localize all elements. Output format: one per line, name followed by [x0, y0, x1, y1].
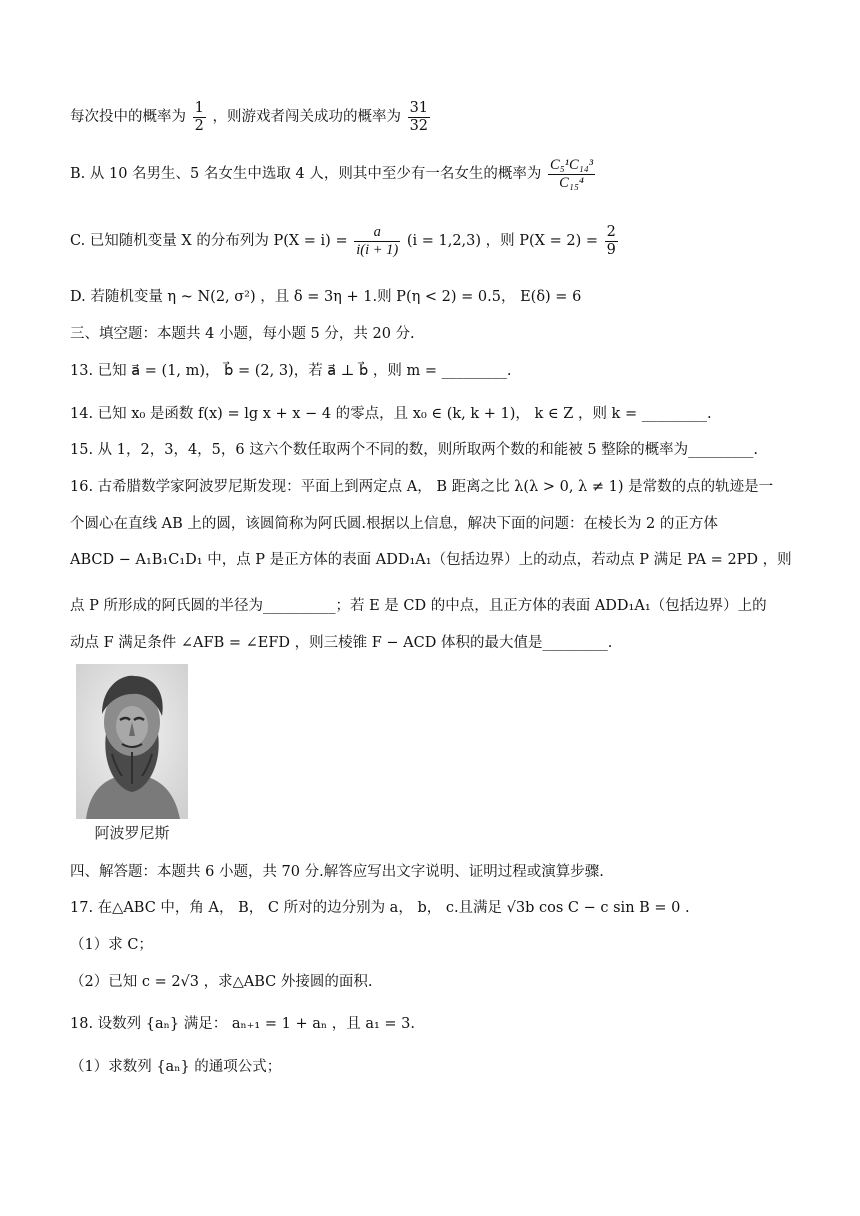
fraction-one-half: $\frac{1}{2}$ [194, 99, 204, 134]
apollonius-bust-image [76, 664, 188, 819]
fraction-a-over-i: $\frac{a}{i(i + 1)}$ [356, 223, 399, 258]
question-13: 13. 已知 a⃗ = (1, m)， b⃗ = (2, 3)，若 a⃗ ⊥ b⃗ ，则 m = _________. [70, 363, 512, 379]
section-3-heading: 三、填空题：本题共 4 小题，每小题 5 分，共 20 分. [70, 326, 415, 342]
option-b-text: B. 从 10 名男生、5 名女生中选取 4 人，则其中至少有一名女生的概率为 [70, 166, 542, 182]
option-c-text-2: (i = 1,2,3) ，则 P(X = 2) = [406, 233, 599, 249]
question-17-part-2: （2）已知 c = 2√3 ，求△ABC 外接圆的面积. [70, 974, 373, 990]
option-c-text-1: C. 已知随机变量 X 的分布列为 P(X = i) = [70, 233, 348, 249]
question-16-line-2: 个圆心在直线 AB 上的圆，该圆简称为阿氏圆.根据以上信息，解决下面的问题：在棱长为 2 的正方体 [70, 516, 718, 532]
question-18-part-1: （1）求数列 {aₙ} 的通项公式； [70, 1059, 282, 1075]
option-a-text-2: ，则游戏者闯关成功的概率为 [212, 109, 401, 125]
question-17-part-1: （1）求 C； [70, 937, 153, 953]
question-16-line-1: 16. 古希腊数学家阿波罗尼斯发现：平面上到两定点 A， B 距离之比 λ(λ > 0, λ ≠ 1) 是常数的点的轨迹是一 [70, 479, 774, 495]
fraction-two-ninths: $\frac{2}{9}$ [606, 223, 616, 258]
question-18: 18. 设数列 {aₙ} 满足： aₙ₊₁ = 1 + aₙ ，且 a₁ = 3. [70, 1016, 416, 1032]
option-a-text-1: 每次投中的概率为 [70, 109, 186, 125]
option-b [70, 152, 597, 196]
option-c [70, 219, 620, 263]
question-16-line-3: ABCD − A₁B₁C₁D₁ 中，点 P 是正方体的表面 ADD₁A₁（包括边界）上的动点，若动点 P 满足 PA = 2PD ，则 [70, 552, 792, 568]
option-a-continuation [70, 97, 432, 137]
figure-caption: 阿波罗尼斯 [94, 824, 170, 842]
apollonius-figure [76, 664, 188, 846]
question-15: 15. 从 1，2，3，4，5，6 这六个数任取两个不同的数，则所取两个数的和能被 5 整除的概率为_________. [70, 442, 759, 458]
fraction-31-32: $\frac{31}{32}$ [409, 99, 429, 134]
option-d: D. 若随机变量 η ~ N(2, σ²) ，且 δ = 3η + 1.则 P(η < 2) = 0.5， E(δ) = 6 [70, 289, 582, 305]
section-4-heading: 四、解答题：本题共 6 小题，共 70 分.解答应写出文字说明、证明过程或演算步骤. [70, 864, 604, 880]
question-17: 17. 在△ABC 中，角 A， B， C 所对的边分别为 a， b， c.且满足 √3b cos C − c sin B = 0 . [70, 900, 690, 916]
fraction-combination: $\frac{\text{C₅¹C₁₄³}}{\text{C₁₅⁴}}$ [549, 156, 594, 191]
question-14: 14. 已知 x₀ 是函数 f(x) = lg x + x − 4 的零点，且 x₀ ∈ (k, k + 1)， k ∈ Z ，则 k = _________. [70, 406, 712, 422]
question-16-line-5: 动点 F 满足条件 ∠AFB = ∠EFD ，则三棱锥 F − ACD 体积的最大值是_________. [70, 635, 613, 651]
question-16-line-4: 点 P 所形成的阿氏圆的半径为__________；若 E 是 CD 的中点，且正方体的表面 ADD₁A₁（包括边界）上的 [70, 598, 767, 614]
